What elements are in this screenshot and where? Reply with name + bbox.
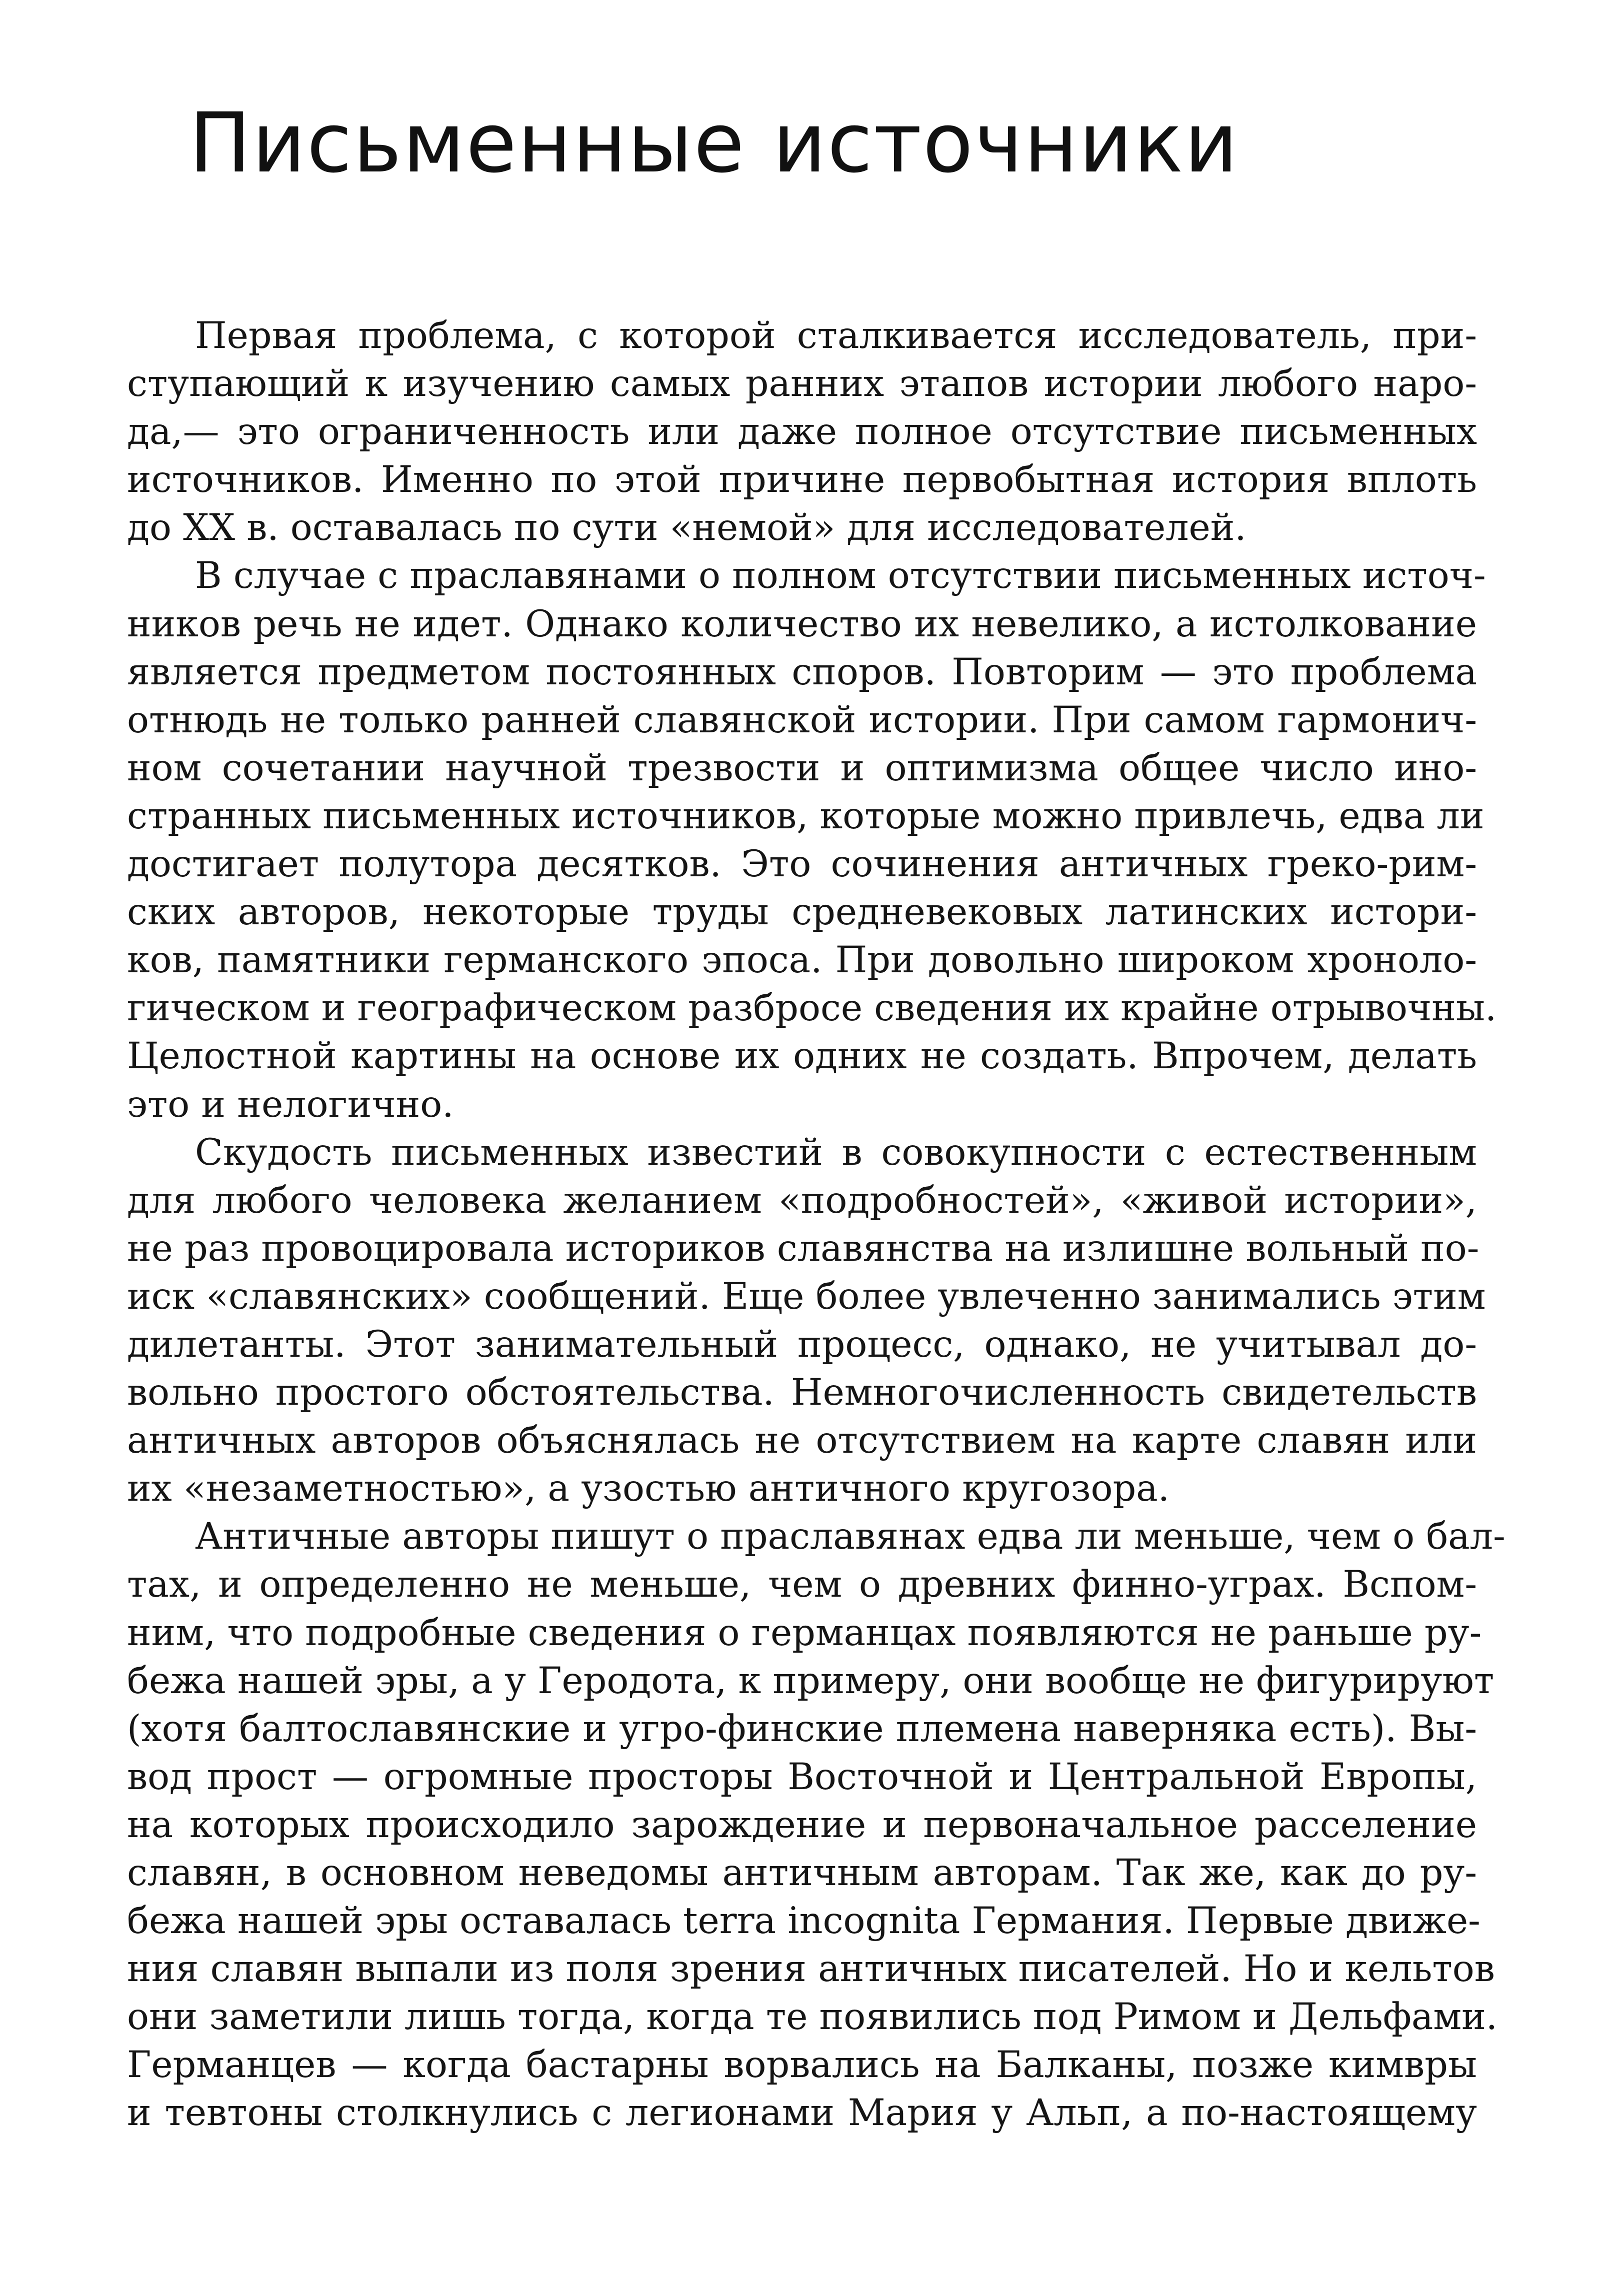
text-line: ния славян выпали из поля зрения античных писателей. Но и кельтов: [127, 1948, 1495, 1991]
page-title: Письменные источники: [189, 95, 1239, 191]
text-line: дилетанты. Этот занимательный процесс, однако, не учитывал до-: [127, 1323, 1477, 1366]
text-line: Германцев — когда бастарны ворвались на Балканы, позже кимвры: [127, 2044, 1477, 2087]
text-line: тах, и определенно не меньше, чем о древних финно-уграх. Вспом-: [127, 1563, 1477, 1606]
text-line: иск «славянских» сообщений. Еще более увлеченно занимались этим: [127, 1275, 1486, 1318]
text-line: странных письменных источников, которые можно привлечь, едва ли: [127, 794, 1484, 837]
body-text: [127, 312, 1506, 2138]
text-line: Античные авторы пишут о праславянах едва ли меньше, чем о бал-: [195, 1515, 1506, 1558]
text-line: гическом и географическом разбросе сведения их крайне отрывочны.: [127, 987, 1497, 1030]
text-line: является предметом постоянных споров. Повторим — это проблема: [127, 650, 1477, 693]
text-line: да,— это ограниченность или даже полное отсутствие письменных: [127, 410, 1477, 453]
text-line: для любого человека желанием «подробностей», «живой истории»,: [127, 1179, 1477, 1222]
text-line: (хотя балтославянские и угро-финские племена наверняка есть). Вы-: [127, 1707, 1477, 1750]
text-line: до XX в. оставалась по сути «немой» для исследователей.: [127, 506, 1246, 549]
text-line: не раз провоцировала историков славянства на излишне вольный по-: [127, 1227, 1480, 1270]
text-line: это и нелогично.: [127, 1083, 454, 1126]
text-line: ступающий к изучению самых ранних этапов истории любого наро-: [127, 362, 1477, 405]
text-line: ников речь не идет. Однако количество их невелико, а истолкование: [127, 602, 1477, 645]
text-line: ских авторов, некоторые труды средневековых латинских истори-: [127, 891, 1477, 934]
text-line: на которых происходило зарождение и первоначальное расселение: [127, 1803, 1477, 1846]
text-line: ним, что подробные сведения о германцах появляются не раньше ру-: [127, 1611, 1482, 1654]
text-line: В случае с праславянами о полном отсутствии письменных источ-: [195, 554, 1486, 597]
text-line: источников. Именно по этой причине первобытная история вплоть: [127, 458, 1477, 501]
text-line: Целостной картины на основе их одних не создать. Впрочем, делать: [127, 1035, 1477, 1078]
text-line: славян, в основном неведомы античным авторам. Так же, как до ру-: [127, 1852, 1477, 1894]
text-line: и тевтоны столкнулись с легионами Мария у Альп, а по-настоящему: [127, 2092, 1477, 2135]
text-line: ков, памятники германского эпоса. При довольно широком хроноло-: [127, 939, 1477, 982]
text-line: достигает полутора десятков. Это сочинения античных греко-рим-: [127, 843, 1477, 886]
text-line: бежа нашей эры, а у Геродота, к примеру, они вообще не фигурируют: [127, 1659, 1494, 1702]
text-line: их «незаметностью», а узостью античного кругозора.: [127, 1467, 1170, 1510]
text-line: Скудость письменных известий в совокупности с естественным: [195, 1131, 1477, 1174]
text-line: вольно простого обстоятельства. Немногочисленность свидетельств: [127, 1371, 1477, 1414]
text-line: античных авторов объяснялась не отсутствием на карте славян или: [127, 1419, 1477, 1462]
text-line: они заметили лишь тогда, когда те появились под Римом и Дельфами.: [127, 1996, 1498, 2039]
text-line: вод прост — огромные просторы Восточной и Центральной Европы,: [127, 1755, 1477, 1798]
text-line: отнюдь не только ранней славянской истории. При самом гармонич-: [127, 698, 1477, 741]
text-line: Первая проблема, с которой сталкивается исследователь, при-: [195, 314, 1477, 357]
text-line: ном сочетании научной трезвости и оптимизма общее число ино-: [127, 746, 1477, 789]
text-line: бежа нашей эры оставалась terra incognita Германия. Первые движе-: [127, 1900, 1480, 1943]
